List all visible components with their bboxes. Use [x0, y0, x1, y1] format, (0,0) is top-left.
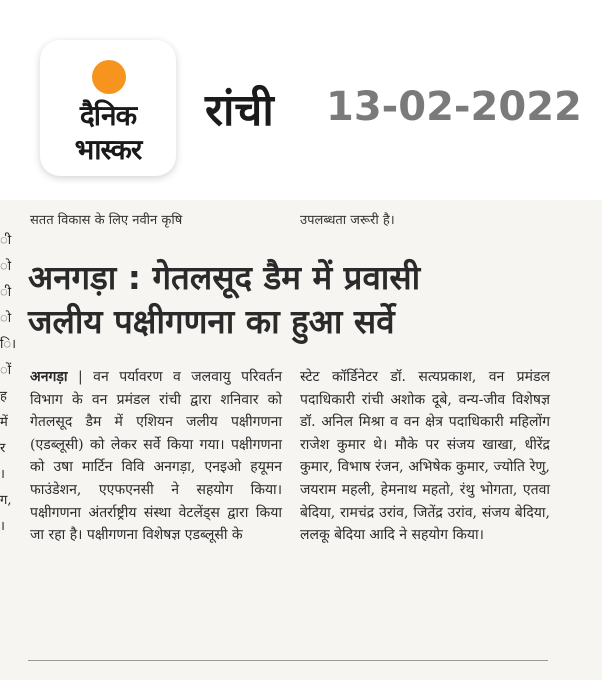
strip-fragment: । [0, 467, 5, 482]
strip-fragment: ों [0, 363, 12, 378]
strip-fragment: र [0, 441, 6, 456]
dainik-bhaskar-logo [40, 40, 176, 176]
edition-date: 13-02-2022 [326, 84, 582, 130]
strip-fragment: ी [0, 233, 12, 248]
left-column-text: वन पर्यावरण व जलवायु परिवर्तन विभाग के वन प्रमंडल रांची द्वारा शनिवार को गेतलसूद डैम में एशियन जलीय पक्षीगणना (एडब्लूसी) को लेकर सर्वे किया गया। पक्षीगणना को उषा मार्टिन विवि अनगड़ा, एनइओ हयूमन फाउंडेशन, एएफएनसी ने सहयोग किया। पक्षीगणना अंतर्राष्ट्रीय संस्था वेटलेंड्स द्वारा किया जा रहा है। पक्षीगणना विशेषज्ञ एडब्लूसी के [30, 369, 282, 544]
strip-fragment: में [0, 415, 8, 430]
strip-fragment: ह [0, 389, 7, 404]
previous-article-fragment-left: सतत विकास के लिए नवीन कृषि [30, 213, 183, 228]
article-column-left [30, 366, 282, 547]
sun-icon [92, 60, 126, 94]
strip-fragment: ो [0, 311, 12, 326]
strip-fragment: ी [0, 285, 12, 300]
dateline: अनगड़ा [30, 369, 68, 385]
strip-fragment: ो [0, 259, 12, 274]
strip-fragment: । [0, 519, 5, 534]
bottom-divider [28, 660, 548, 661]
headline-line-2: जलीय पक्षीगणना का हुआ सर्वे [28, 302, 395, 341]
article-column-right: स्टेट कॉर्डिनेटर डॉ. सत्यप्रकाश, वन प्रमंडल पदाधिकारी रांची अशोक दूबे, वन्य-जीव विशेषज्ञ डॉ. अनिल मिश्रा व वन क्षेत्र पदाधिकारी महिलोंग राजेश कुमार थे। मौके पर संजय खाखा, धीरेंद्र कुमार, विभाष रंजन, अभिषेक कुमार, ज्योति रेणु, जयराम महली, हेमनाथ महतो, रंथु भोगता, एतवा बेदिया, रामचंद्र उरांव, जितेंद्र उरांव, संजय बेदिया, ललकू बेदिया आदि ने सहयोग किया। [300, 369, 550, 544]
strip-fragment: ि। [0, 337, 17, 352]
strip-fragment: ग, [0, 493, 12, 508]
headline-line-1: अनगड़ा : गेतलसूद डैम में प्रवासी [28, 258, 421, 297]
article-headline [28, 256, 548, 344]
logo-line-1: दैनिक [79, 99, 137, 132]
header [0, 0, 602, 190]
dateline-separator: | [77, 369, 94, 385]
adjacent-column-fragment [0, 228, 16, 540]
city-name: रांची [205, 85, 274, 136]
previous-article-fragment-right: उपलब्धता जरूरी है। [300, 213, 395, 228]
logo-line-2: भास्कर [74, 133, 142, 166]
